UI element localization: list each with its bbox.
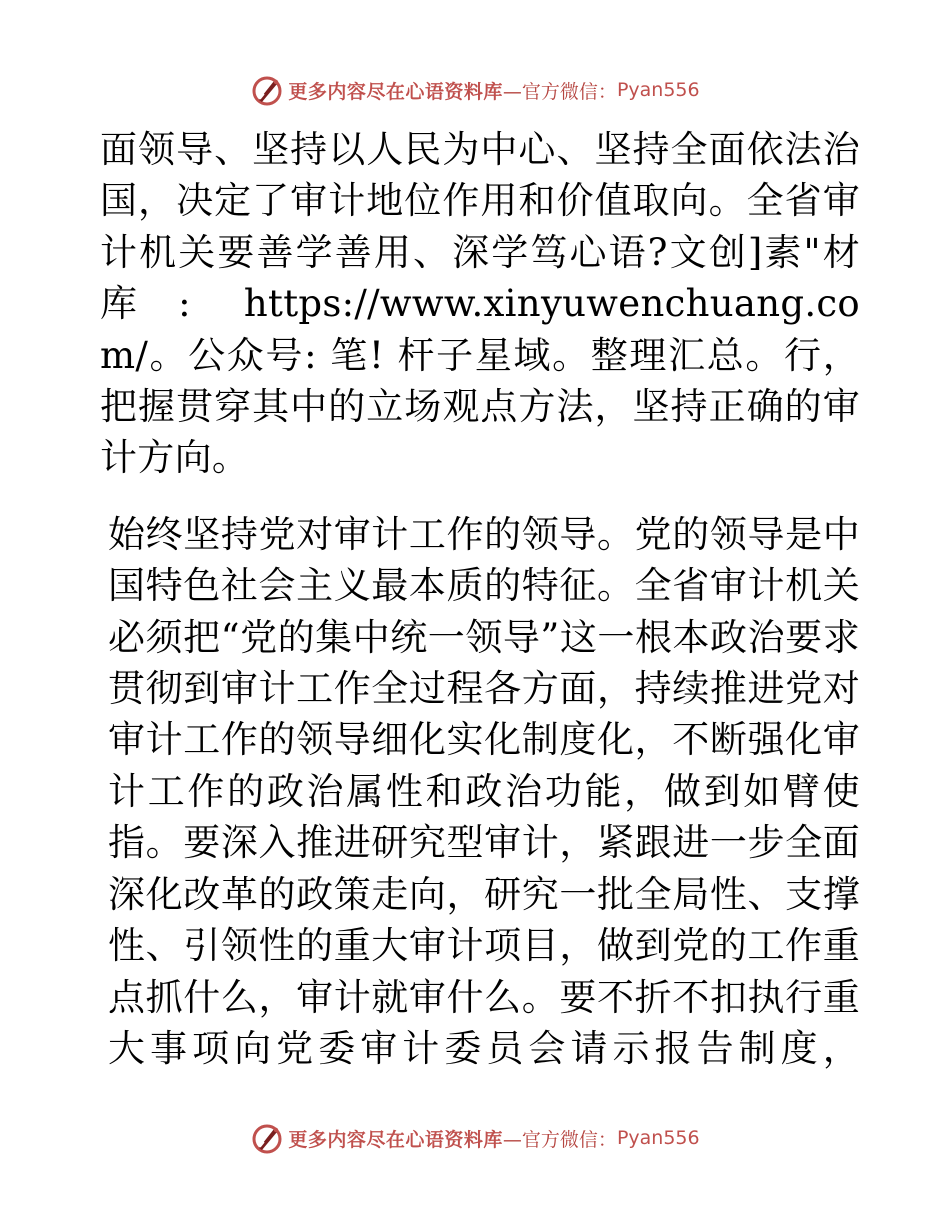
quill-pen-logo-icon	[250, 1121, 284, 1155]
quill-pen-logo-icon	[250, 73, 284, 107]
header-banner	[0, 70, 950, 110]
banner-wechat-label: —官方微信：	[502, 1128, 617, 1151]
banner-wechat-id: Pyan556	[616, 1127, 700, 1149]
paragraph: 始终坚持党对审计工作的领导。党的领导是中国特色社会主义最本质的特征。全省审计机关必须把“党的集中统一领导”这一根本政治要求贯彻到审计工作全过程各方面，持续推进党对审计工作的领导细化实化制度化，不断强化审计工作的政治属性和政治功能，做到如臂使指。要深入推进研究型审计，紧跟进一步全面深化改革的政策走向，研究一批全局性、支撑性、引领性的重大审计项目，做到党的工作重点抓什么，审计就审什么。要不折不扣执行重大事项向党委审计委员会请示报告制度，	[108, 512, 860, 1070]
banner-wechat-id: Pyan556	[616, 79, 700, 101]
banner-title: 更多内容尽在心语资料库	[288, 80, 503, 103]
paragraph: 面领导、坚持以人民为中心、坚持全面依法治国，决定了审计地位作用和价值取向。全省审计机关要善学善用、深学笃心语?文创]素"材库: https://www.xinyuwenchuang.com/。公众号: 笔! 杆子星域。整理汇总。行，把握贯穿其中的立场观点方法，坚持正确的审计方向。	[100, 128, 860, 480]
document-body	[100, 124, 860, 1074]
banner-title: 更多内容尽在心语资料库	[288, 1128, 503, 1151]
banner-wechat-label: —官方微信：	[502, 80, 617, 103]
footer-banner	[0, 1118, 950, 1158]
